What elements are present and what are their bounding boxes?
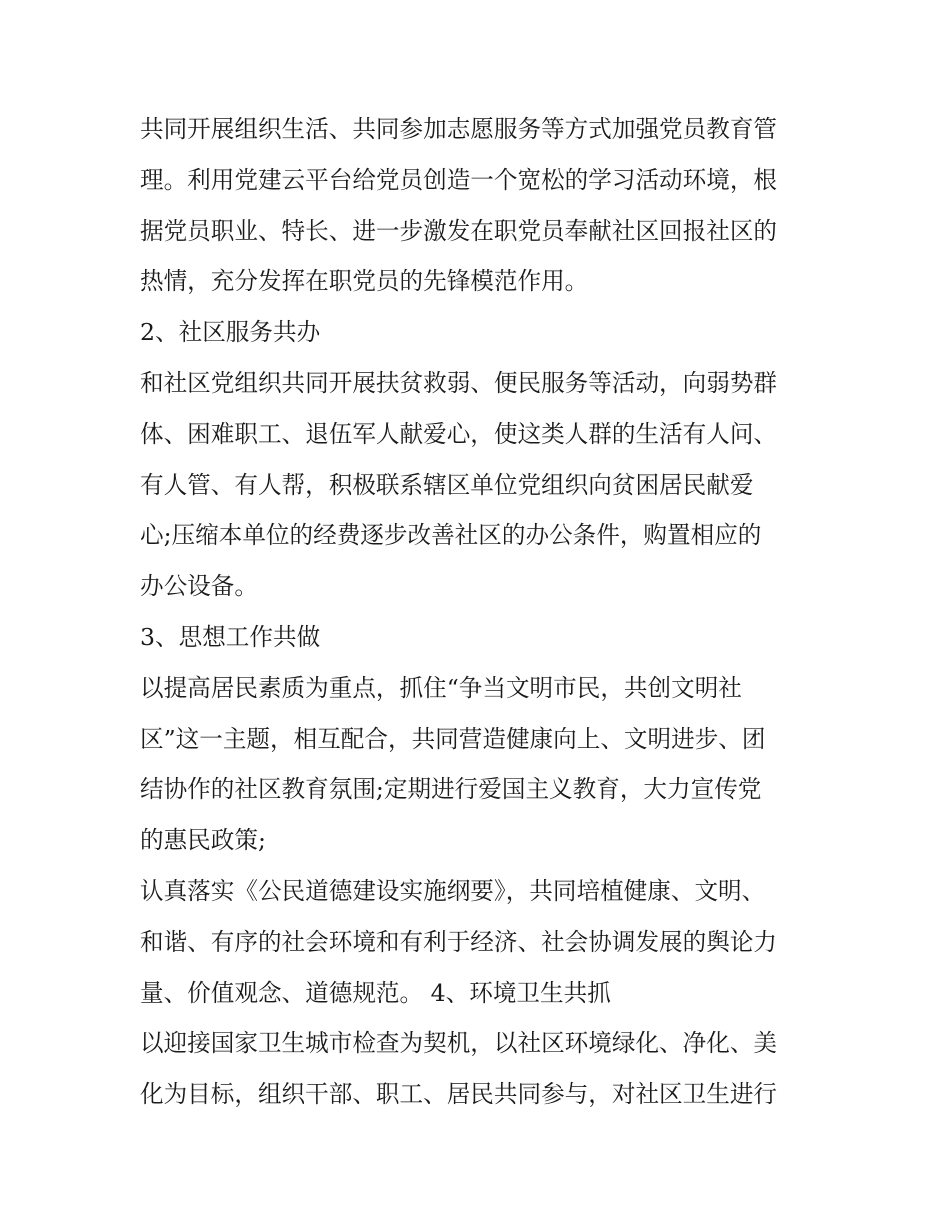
text-line: 认真落实《公民道德建设实施纲要》，共同培植健康、文明、 [140,876,766,905]
text-line: 以迎接国家卫生城市检查为契机，以社区环境绿化、净化、美 [140,1029,778,1058]
text-line: 心;压缩本单位的经费逐步改善社区的办公条件，购置相应的 [140,521,762,550]
section-heading: 2、社区服务共办 [140,318,321,347]
text-line: 和社区党组织共同开展扶贫救弱、便民服务等活动，向弱势群 [140,368,778,397]
text-line: 量、价值观念、道德规范。 4、环境卫生共抓 [140,978,611,1007]
text-line: 和谐、有序的社会环境和有利于经济、社会协调发展的舆论力 [140,927,778,956]
text-line: 以提高居民素质为重点，抓住“争当文明市民，共创文明社 [140,673,742,702]
text-line: 区”这一主题，相互配合，共同营造健康向上、文明进步、团 [140,724,766,753]
text-line: 据党员职业、特长、进一步激发在职党员奉献社区回报社区的 [140,216,778,245]
text-line: 化为目标，组织干部、职工、居民共同参与，对社区卫生进行 [140,1080,778,1109]
section-heading: 3、思想工作共做 [140,622,321,651]
text-line: 热情，充分发挥在职党员的先锋模范作用。 [140,267,589,296]
text-line: 共同开展组织生活、共同参加志愿服务等方式加强党员教育管 [140,115,778,143]
text-line: 结协作的社区教育氛围;定期进行爱国主义教育，大力宣传党 [140,775,762,804]
text-line: 办公设备。 [140,572,258,601]
text-line: 的惠民政策; [140,826,266,855]
text-line: 体、困难职工、退伍军人献爱心，使这类人群的生活有人问、 [140,419,778,448]
text-line: 理。利用党建云平台给党员创造一个宽松的学习活动环境，根 [140,165,778,194]
document-body [140,104,830,1120]
text-line: 有人管、有人帮，积极联系辖区单位党组织向贫困居民献爱 [140,470,754,499]
